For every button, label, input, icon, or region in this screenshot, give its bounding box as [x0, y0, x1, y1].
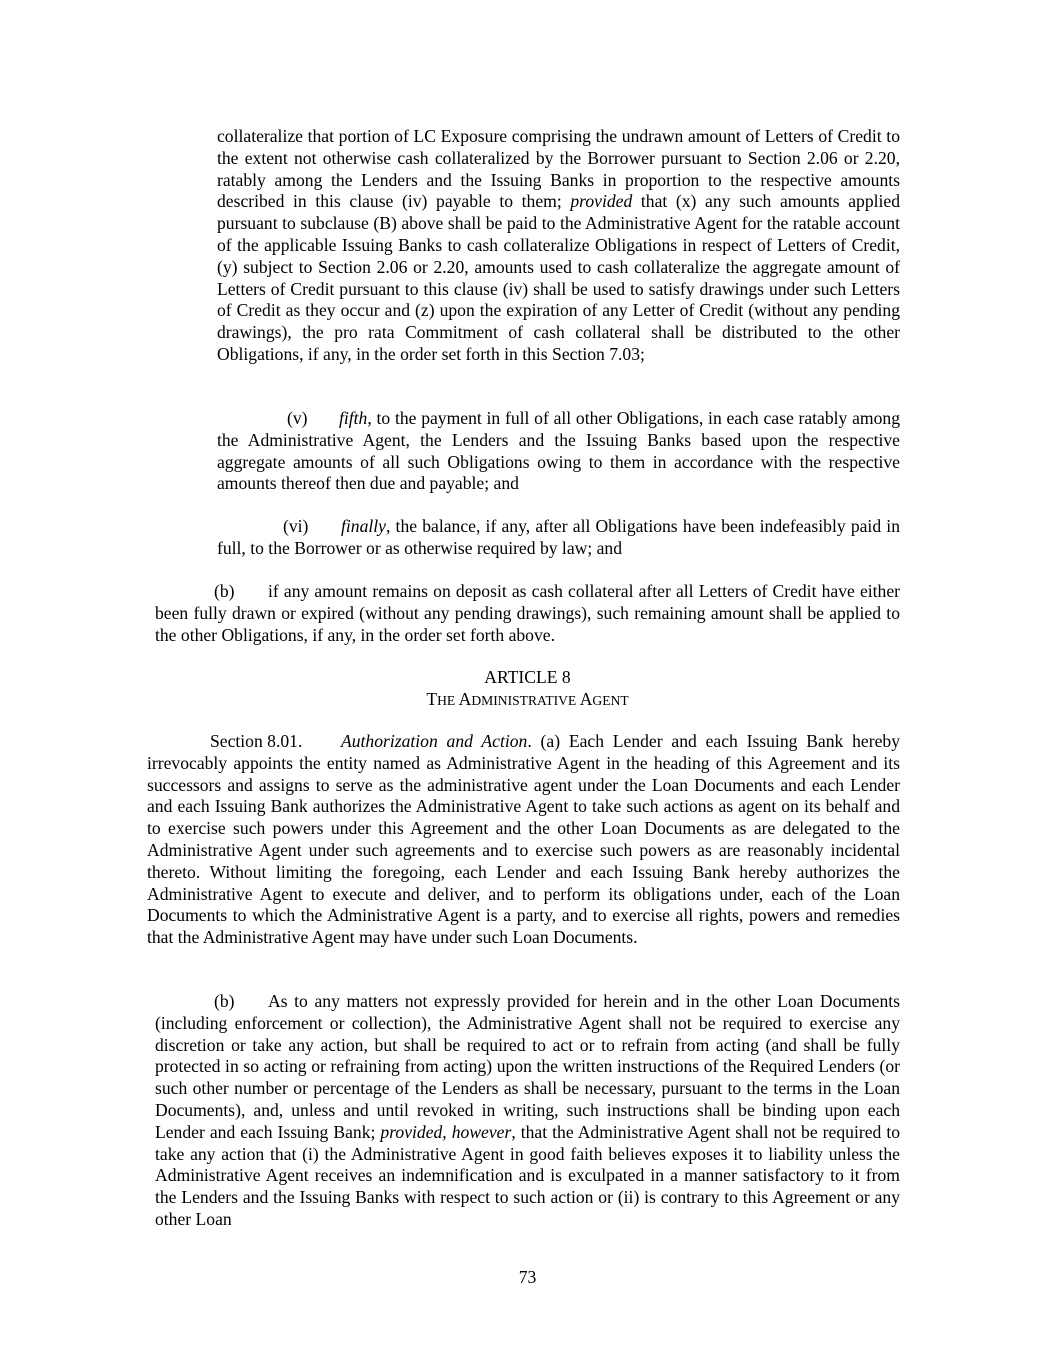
clause-v: [217, 408, 900, 495]
clause-iv-text-1: collateralize that portion of LC Exposure comprising the undrawn amount of Letters of Credit to the extent not otherwise cash collateralized by the Borrower pursuant to Section 2.06 or 2.20, ratably among the Lenders and the Issuing Banks in proportion to the respective amounts described in this clause (iv) payable to them;: [217, 126, 900, 212]
clause-iv-provided: provided: [570, 191, 633, 212]
article-title: THE ADMINISTRATIVE AGENT: [426, 689, 629, 709]
section-8-01-b-provided: provided: [380, 1121, 443, 1142]
clause-v-text: , to the payment in full of all other Obligations, in each case ratably among the Administrative Agent, the Lenders and the Issuing Banks based upon the respective aggregate amounts of all such Obligations owing to them in accordance with the respective amounts thereof then due and payable; and: [217, 408, 900, 494]
article-number: ARTICLE 8: [484, 667, 571, 687]
clause-v-heading: fifth: [339, 408, 368, 428]
section-8-01-b-however: however: [451, 1121, 512, 1142]
page-number: 73: [518, 1267, 537, 1287]
section-8-01-b-number: (b): [214, 991, 235, 1011]
paragraph-b-text: if any amount remains on deposit as cash collateral after all Letters of Credit have either been fully drawn or expired (without any pending drawings), such remaining amount shall be applied to the other Obligations, if any, in the order set forth above.: [155, 581, 900, 645]
section-8-01-label: Section 8.01.: [210, 731, 303, 751]
clause-iv-continuation: [217, 126, 900, 366]
clause-vi-text: , the balance, if any, after all Obligations have been indefeasibly paid in full, to the Borrower or as otherwise required by law; and: [217, 516, 900, 558]
clause-vi: [217, 516, 900, 560]
section-8-01-b-text-1: As to any matters not expressly provided for herein and in the other Loan Documents (including enforcement or collection), the Administrative Agent shall not be required to exercise any discretion or take any action, but shall be required to act or to refrain from acting (and shall be fully protected in so acting or refraining from acting) upon the written instructions of the Required Lenders (or such other number or percentage of the Lenders as shall be necessary, pursuant to the terms in the Loan Documents), and, unless and until revoked in writing, such instructions shall be binding upon each Lender and each Issuing Bank;: [155, 991, 900, 1142]
section-8-01-b-text-2: , that the Administrative Agent shall not be required to take any action that (i) the Administrative Agent in good faith believes exposes it to liability unless the Administrative Agent receives an indemnification and is exculpated in a manner satisfactory to it from the Lenders and the Issuing Banks with respect to such action or (ii) is contrary to this Agreement or any other Loan: [155, 1121, 901, 1229]
section-8-01-text: . (a) Each Lender and each Issuing Bank hereby irrevocably appoints the entity named as Administrative Agent in the heading of this Agreement and its successors and assigns to serve as the administrative agent under the Loan Documents and each Lender and each Issuing Bank authorizes the Administrative Agent to take such actions as agent on its behalf and to exercise such powers under this Agreement and the other Loan Documents as are delegated to the Administrative Agent under such agreements and to exercise such powers as are reasonably incidental thereto. Without limiting the foregoing, each Lender and each Issuing Bank hereby authorizes the Administrative Agent to execute and deliver, and to perform its obligations under, each of the Loan Documents to which the Administrative Agent is a party, and to exercise all rights, powers and remedies that the Administrative Agent may have under such Loan Documents.: [147, 731, 900, 948]
section-8-01: [147, 731, 900, 949]
clause-v-number: (v): [287, 408, 308, 428]
section-8-01-b: (b) As to any matters not expressly provided for herein and in the other Loan Documents (including enforcement or collection), the Administrative Agent shall not be required to exercise any discretion or take any action, but shall be required to act or to refrain from acting (and shall be fully protected in so acting or refraining from acting) upon the written instructions of the Required Lenders (or such other number or percentage of the Lenders as shall be necessary, pursuant to the terms in the Loan Documents), and, unless and until revoked in writing, such instructions shall be binding upon each Lender and each Issuing Bank; provided, however, that the Administrative Agent shall not be required to take any action that (i) the Administrative Agent in good faith believes exposes it to liability unless the Administrative Agent receives an indemnification and is exculpated in a manner satisfactory to it from the Lenders and the Issuing Banks with respect to such action or (ii) is contrary to this Agreement or any other Loan: [155, 991, 901, 1229]
clause-vi-heading: finally: [341, 516, 386, 536]
paragraph-b-collateral: [155, 581, 900, 646]
section-8-01-heading: Authorization and Action: [341, 731, 528, 751]
paragraph-b-number: (b): [214, 581, 235, 601]
clause-vi-number: (vi): [283, 516, 309, 536]
clause-iv-text-2: that (x) any such amounts applied pursuant to subclause (B) above shall be paid to the Administrative Agent for the ratable account of the applicable Issuing Banks to cash collateralize Obligations in respect of Letters of Credit, (y) subject to Section 2.06 or 2.20, amounts used to cash collateralize the aggregate amount of Letters of Credit pursuant to this clause (iv) shall be used to satisfy drawings under such Letters of Credit as they occur and (z) upon the expiration of any Letter of Credit (without any pending drawings), the pro rata Commitment of cash collateral shall be distributed to the other Obligations, if any, in the order set forth in this Section 7.03;: [217, 191, 900, 364]
